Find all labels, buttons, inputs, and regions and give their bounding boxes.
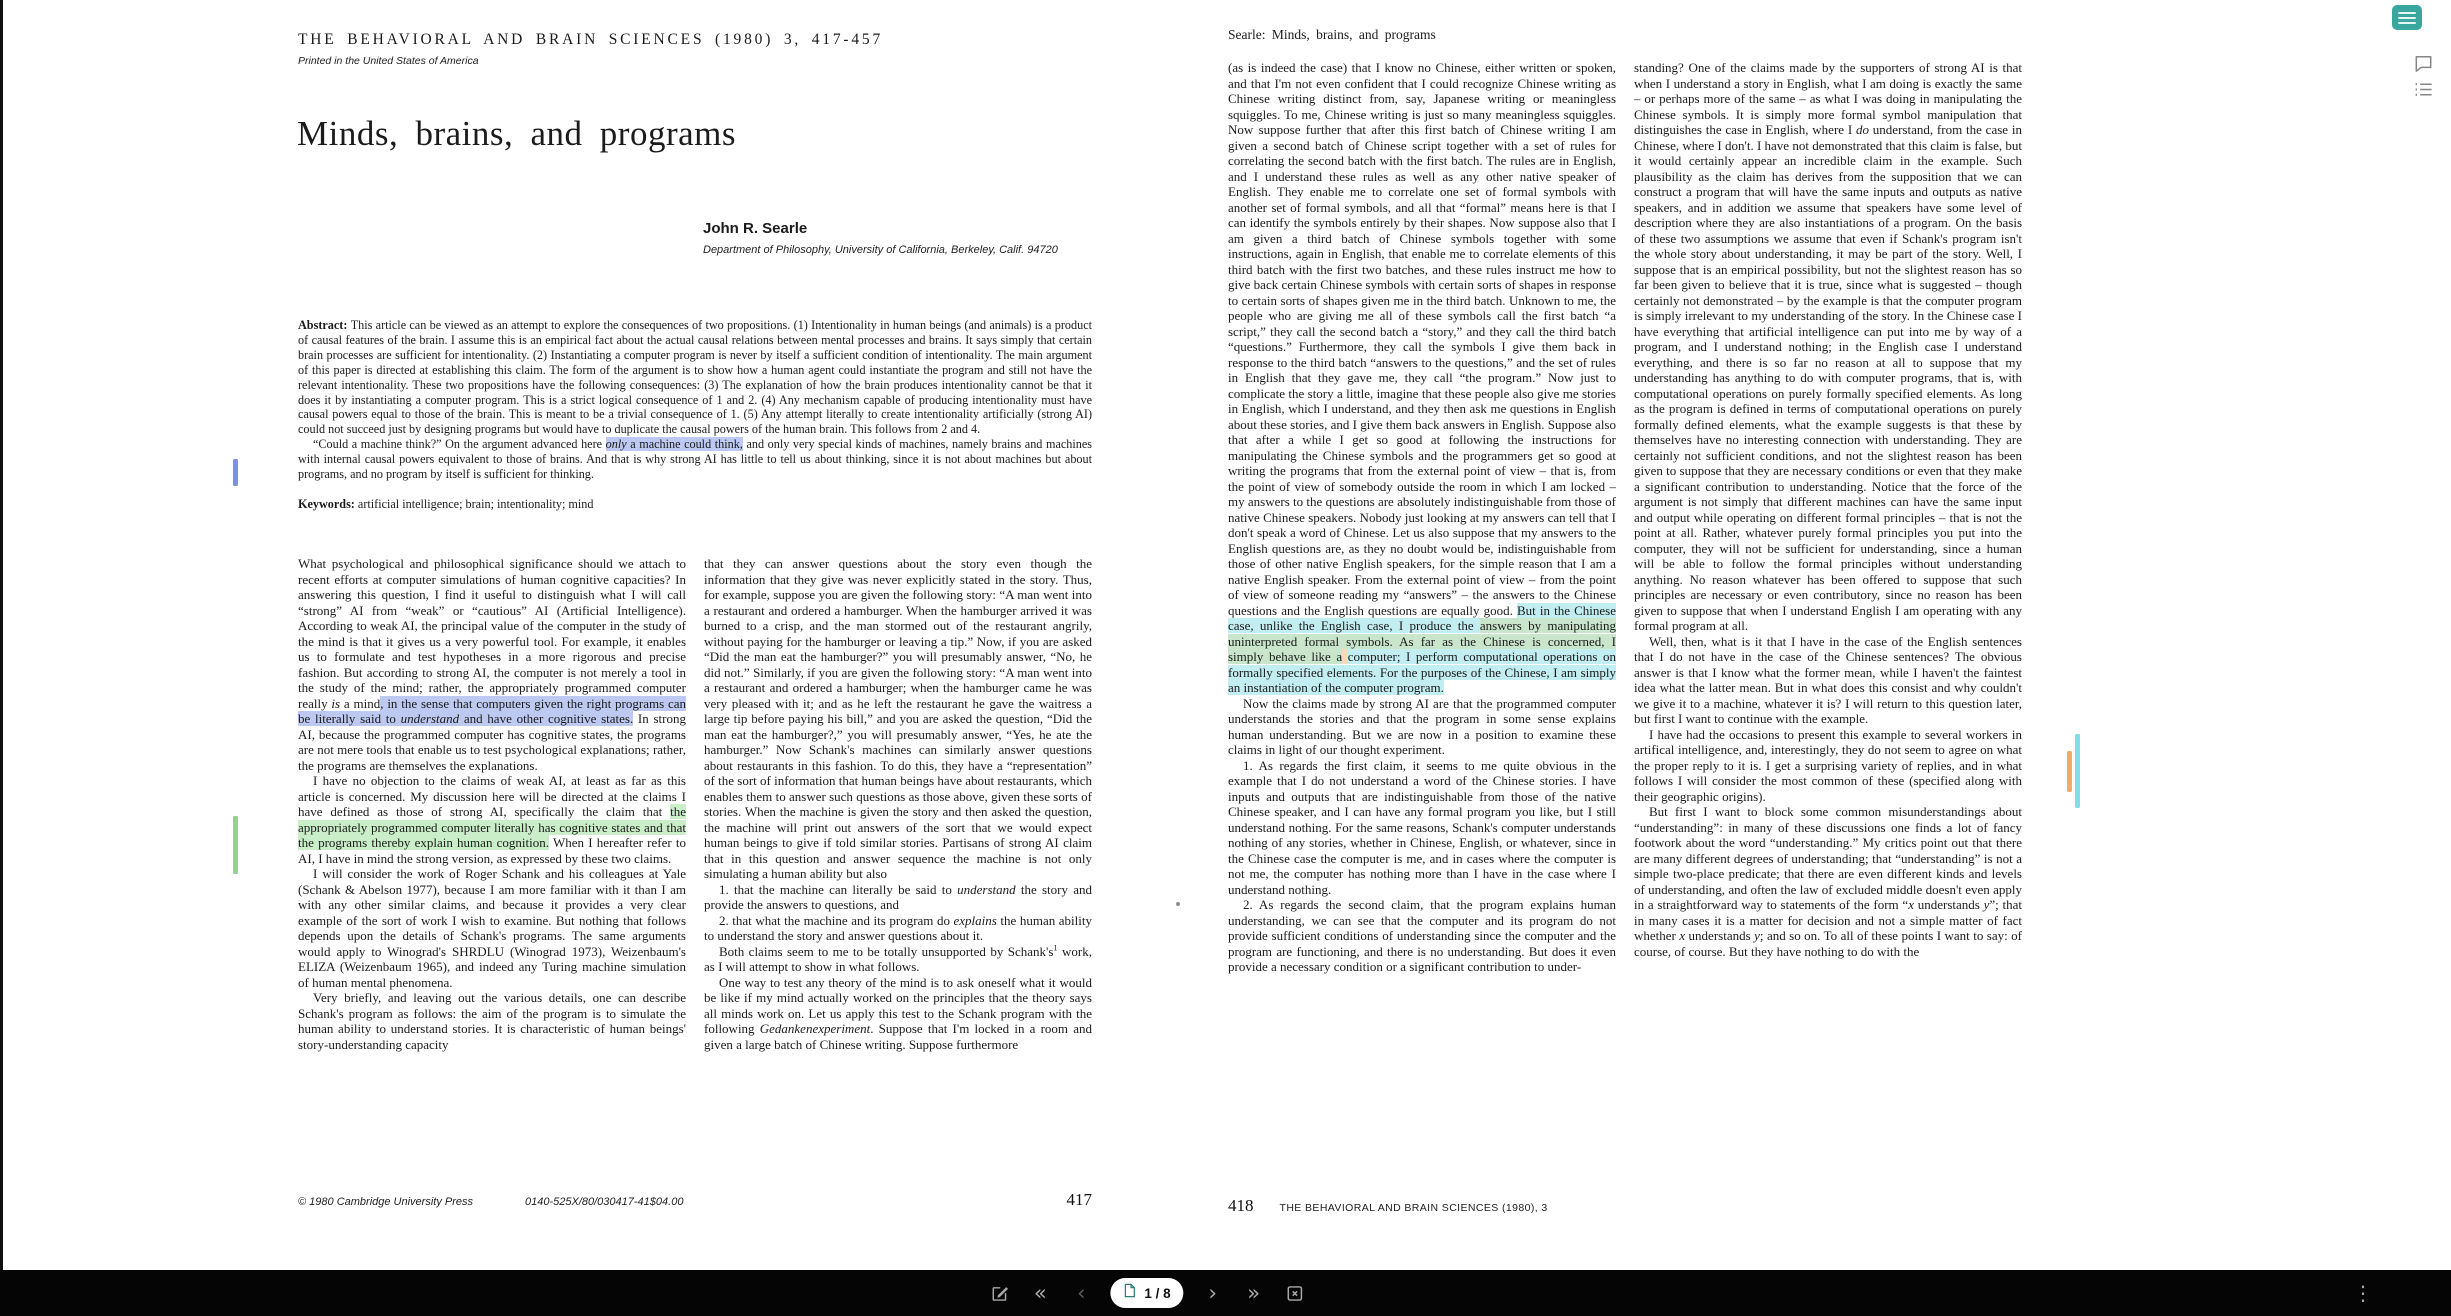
text-segment: and only very special kinds of machines, namely brains and machines with internal causal powers equivalent to those of brains. And that is why strong AI has little to tell us about thinking, since it is not about machines but about programs, and no program by itself is sufficient for thinking. — [298, 437, 1093, 482]
text-segment: What psychological and philosophical significance should we attach to recent efforts at computer simulations of human cognitive capacities? In answering this question, I find it useful to distinguish what I will call “strong” AI from “weak” or “cautious” AI (Artificial Intelligence). According to weak AI, the principal value of the computer in the study of the mind is that it gives us a very powerful tool. For example, it enables us to formulate and test hypotheses in a more rigorous and precise fashion. But according to strong AI, the computer is not merely a tool in the study of the mind; rather, the appropriately programmed computer really — [298, 556, 686, 711]
text-segment: But first I want to block some common misunderstandings about “understanding”: in many of these discussions one finds a lot of fancy footwork about the word “understanding.” My critics point out that there are many different degrees of understanding; that “understanding” is not a simple two-place predicate; that there are even different kinds and levels of understanding, and often the law of excluded middle doesn't even apply in a straightforward way to statements of the form “ — [1634, 804, 2022, 912]
viewer-toolbar — [0, 1270, 2451, 1316]
paragraph — [298, 866, 686, 990]
paragraph — [704, 882, 1092, 913]
text-segment: understands — [1685, 928, 1755, 943]
next-page-glyph: › — [1208, 1280, 1217, 1305]
text-segment: x — [1679, 928, 1686, 943]
text-segment: Abstract: — [298, 318, 351, 332]
journal-header: THE BEHAVIORAL AND BRAIN SCIENCES (1980) 3, 417-457 — [298, 31, 883, 48]
next-page-icon[interactable] — [1201, 1281, 1225, 1305]
text-segment: ”; that in many cases it is a matter for decision and not a simple matter of fact whether — [1634, 897, 2022, 943]
page-footer — [1228, 1196, 1548, 1216]
text-segment: artificial intelligence; brain; intentionality; mind — [357, 496, 594, 511]
abstract-block — [298, 318, 1092, 512]
paragraph — [298, 497, 1092, 512]
text-segment: understands — [1913, 897, 1984, 912]
text-segment: the story and provide the answers to questions, and — [704, 881, 1092, 912]
text-segment: is — [331, 695, 341, 711]
text-segment: that they can answer questions about the story even though the information that they give was never explicitly stated in the story. Thus, for example, suppose you are given the following story: “A man went into a restaurant and ordered a hamburger. When the hamburger arrived it was burned to a crisp, and the man stormed out of the restaurant angrily, without paying for the hamburger or leaving a tip.” Now, if you are asked “Did the man eat the hamburger?” you will presumably answer, “No, he did not.” Similarly, if you are given the following story: “A man went into a restaurant and ordered a hamburger; when the hamburger came he was very pleased with it; and as he left the restaurant he gave the waitress a large tip before paying his bill,” and you are asked the question, “Did the man eat the hamburger?,” you will presumably answer, “Yes, he ate the hamburger.” Now Schank's machines can similarly answer questions about restaurants in this fashion. To do this, they have a “representation” of the sort of information that human beings have about restaurants, which enables them to answer such questions as those above, given these sorts of stories. When the machine is given the story and then asked the question, the machine will print out answers of the sort that we would expect human beings to give if told similar stories. Partisans of strong AI claim that in this question and answer sequence the machine is not only simulating a human ability but also — [704, 556, 1092, 881]
paragraph — [1228, 758, 1616, 898]
running-head: Searle: Minds, brains, and programs — [1228, 27, 1436, 42]
paragraph — [704, 944, 1092, 975]
page-indicator: 1 / 8 — [1144, 1285, 1171, 1301]
text-segment: do — [1856, 122, 1869, 137]
last-page-glyph: » — [1247, 1280, 1261, 1305]
paragraph — [298, 318, 1092, 437]
highlight-annotation[interactable] — [1342, 649, 1348, 664]
close-document-icon[interactable] — [1283, 1281, 1307, 1305]
paragraph — [704, 975, 1092, 1053]
page-indicator-pill[interactable] — [1110, 1278, 1183, 1308]
text-segment: I will consider the work of Roger Schank and his colleagues at Yale (Schank & Abelson 1977), because I am more familiar with it than I am with any other similar claims, and because it provides a very clear example of the sort of work I wish to examine. But nothing that follows depends upon the details of Schank's programs. The same arguments would apply to Winograd's SHRDLU (Winograd 1973), Weizenbaum's ELIZA (Weizenbaum 1965), and indeed any Turing machine simulation of human mental phenomena. — [298, 866, 686, 990]
column-2 — [704, 556, 1092, 1170]
text-segment: explains — [953, 912, 997, 928]
text-segment: x — [1908, 897, 1914, 912]
text-segment: the human ability to understand the story and answer questions about it. — [704, 912, 1092, 943]
paragraph — [298, 990, 686, 1052]
issn-code: 0140-525X/80/030417-41$04.00 — [525, 1196, 684, 1208]
text-segment: I have no objection to the claims of weak AI, at least as far as this article is concerned. My discussion here will be directed at the claims I have defined as those of strong AI, specifically the claim that — [298, 773, 686, 819]
highlight-annotation[interactable]: only — [605, 437, 627, 452]
more-options-glyph: ⋮ — [2353, 1281, 2373, 1305]
edit-annotation-icon[interactable] — [987, 1281, 1011, 1305]
highlight-annotation[interactable]: computer; I perform computational operations on formally specified elements. For the purposes of the Chinese, I am simply an instantiation of the computer program. — [1228, 649, 1617, 695]
paragraph — [704, 556, 1092, 882]
text-segment: Keywords: — [298, 496, 358, 511]
last-page-icon[interactable] — [1242, 1281, 1266, 1305]
author-affiliation: Department of Philosophy, University of California, Berkeley, Calif. 94720 — [703, 244, 1058, 256]
text-segment: y — [1983, 897, 1990, 912]
text-segment: Both claims seem to me to be totally unsupported by Schank's — [719, 943, 1054, 959]
text-segment: understand, from the case in Chinese, where I don't. I have not demonstrated that this claim is false, but it would certainly appear an incredible claim in the example. Such plausibility as the claim has derives from the supposition that we can construct a program that will have the same inputs and outputs as native speakers, and in addition we assume that speakers have some level of description where they are also instantiations of a program. On the basis of these two assumptions we assume that even if Schank's program isn't the whole story about understanding, it may be part of the story. Well, I suppose that is an empirical possibility, but not the slightest reason has so far been given to believe that it is true, since what is suggested – though certainly not demonstrated – by the example is that the computer program is simply irrelevant to my understanding of the story. In the Chinese case I have everything that artificial intelligence can put into me by way of a program, and I understand nothing; in the English case I understand everything, and there is so far no reason at all to suppose that my understanding has anything to do with computer programs, that is, with computational operations on purely formally specified elements. As long as the program is defined in terms of computational operations on purely formally defined elements, what the example suggests is that these by themselves have no interesting connection with understanding. They are certainly not sufficient conditions, and not the slightest reason has been given to suppose that they are necessary conditions or even that they make a significant contribution to understanding. Notice that the force of the argument is not simply that different machines can have the same input and output while operating on different formal principles – that is not the point at all. Rather, whatever purely formal principles you put into the computer, they will not be sufficient for understanding, since a human will be able to follow the formal principles without understanding anything. No reason whatever has been offered to suppose that such principles are necessary or even contributory, since no reason has been given to suppose that when I understand English I am operating with any formal program at all. — [1634, 122, 2022, 633]
window-edge — [0, 0, 3, 1316]
body-columns — [298, 556, 1092, 1170]
text-segment: “Could a machine think?” On the argument advanced here — [313, 437, 606, 452]
column-1 — [1228, 60, 1616, 1236]
first-page-icon[interactable] — [1028, 1281, 1052, 1305]
page-number: 418 — [1228, 1196, 1254, 1215]
text-segment: 1 — [1053, 942, 1058, 953]
text-segment: When I hereafter refer to AI, I have in mind the strong version, as expressed by these two claims. — [298, 835, 687, 866]
paragraph — [704, 913, 1092, 944]
copyright-line: © 1980 Cambridge University Press — [298, 1196, 474, 1208]
page-navigation — [987, 1278, 1306, 1308]
printed-note: Printed in the United States of America — [298, 55, 479, 67]
orange-highlight-marker[interactable] — [2067, 751, 2072, 792]
text-segment: 2. that what the machine and its program do — [719, 912, 954, 928]
text-segment: understand — [957, 881, 1016, 897]
text-segment: (as is indeed the case) that I know no Chinese, either written or spoken, and that I'm not even confident that I could recognize Chinese writing as Chinese writing distinct from, say, Japanese writing or meaningless squiggles. To me, Chinese writing is just so many meaningless squiggles. Now suppose further that after this first batch of Chinese writing I am given a second batch of Chinese script together with a set of rules for correlating the second batch with the first batch. The rules are in English, and I understand these rules as well as any other native speaker of English. They enable me to correlate one set of formal symbols with another set of formal symbols, and all that “formal” means here is that I can identify the symbols entirely by their shapes. Now suppose also that I am given a third batch of Chinese symbols together with some instructions, again in English, that enable me to correlate elements of this third batch with the first two batches, and these rules instruct me how to give back certain Chinese symbols with certain sorts of shapes in response to certain sorts of shapes given me in the third batch. Unknown to me, the people who are giving me all of these symbols call the first batch “a script,” they call the second batch a “story,” and they call the third batch “questions.” Furthermore, they call the symbols I give them back in response to the third batch “answers to the questions,” and the set of rules in English that they gave me, they call “the program.” Now just to complicate the story a little, imagine that these people also give me stories in English, which I understand, and they then ask me questions in English about these stories, and I give them back answers in English. Suppose also that after a while I get so good at following the instructions for manipulating the Chinese symbols and the programmers get so good at writing the programs that from the external point of view – that is, from the point of view of somebody outside the room in which I am locked – my answers to the questions are absolutely indistinguishable from those of native Chinese speakers. Nobody just looking at my answers can tell that I don't speak a word of Chinese. Let us also suppose that my answers to the English questions are, as they no doubt would be, indistinguishable from those of other native English speakers, for the simple reason that I am a native English speaker. From the external point of view – from the point of view of someone reading my “answers” – the answers to the Chinese questions and the English questions are equally good. — [1228, 60, 1616, 618]
text-segment: Very briefly, and leaving out the various details, one can describe Schank's program as follows: the aim of the program is to simulate the human ability to understand stories. It is characteristic of human beings' story-understanding capacity — [298, 990, 686, 1052]
highlight-annotation[interactable]: the appropriately programmed computer literally has cognitive states and that the programs thereby explain human cognition. — [298, 804, 686, 850]
highlight-annotation[interactable]: a machine could think, — [626, 437, 743, 452]
paragraph — [298, 773, 686, 866]
text-segment: work, as I will attempt to show in what follows. — [704, 943, 1092, 974]
highlight-annotation[interactable]: and have other cognitive states. — [459, 711, 634, 726]
highlight-annotation[interactable]: understand — [400, 711, 460, 726]
paragraph — [1634, 727, 2022, 805]
text-segment: This article can be viewed as an attempt to explore the consequences of two propositions. (1) Intentionality in human beings (and animals) is a product of causal features of the brain. I assume this is an empirical fact about the actual causal relations between mental processes and brains. It says simply that certain brain processes are sufficient for intentionality. (2) Instantiating a computer program is never by itself a sufficient condition of intentionality. The main argument of this paper is directed at establishing this claim. The form of the argument is to show how a human agent could instantiate the program and still not have the relevant intentionality. These two propositions have the following consequences: (3) The explanation of how the brain produces intentionality cannot be that it does it by instantiating a computer program. This is a strict logical consequence of 1 and 2. (4) Any mechanism capable of producing intentionality must have causal powers equal to those of the brain. This is meant to be a trivial consequence of 1. (5) Any attempt literally to create intentionality artificially (strong AI) could not succeed just by designing programs but would have to duplicate the causal powers of the human brain. This follows from 2 and 4. — [298, 318, 1092, 437]
paragraph — [1228, 696, 1616, 758]
text-segment: 1. As regards the first claim, it seems to me quite obvious in the example that I do not understand a word of the Chinese stories. I have inputs and outputs that are indistinguishable from those of the native Chinese speaker, and I can have any formal program you like, but I still understand nothing. For the same reasons, Schank's computer understands nothing of any stories, whether in Chinese, English, or whatever, since in the Chinese case the computer is me, and in cases where the computer is not me, the computer has nothing more than I have in the case where I understand nothing. — [1228, 757, 1616, 897]
highlight-annotation[interactable]: But in the Chinese case, unlike the English case, I produce the — [1228, 602, 1616, 633]
first-page-glyph: « — [1033, 1280, 1047, 1305]
text-segment: One way to test any theory of the mind is to ask oneself what it would be like if my mind actually worked on the principles that the theory says all minds work on. Let us apply this test to the Schank program with the following — [704, 974, 1092, 1036]
column-1 — [298, 556, 686, 1170]
document-page-417 — [234, 0, 1154, 1270]
text-segment: 1. that the machine can literally be said to — [719, 881, 958, 897]
cyan-highlight-marker[interactable] — [2075, 734, 2080, 808]
text-segment: 2. As regards the second claim, that the program explains human understanding, we can see that the computer and its program do not provide sufficient conditions of understanding since the computer and the program are functioning, and there is no understanding. But does it even provide a necessary condition or a significant contribution to under- — [1228, 897, 1616, 974]
paragraph — [1634, 60, 2022, 634]
text-segment: ; and so on. To all of these points I want to say: of course, of course. But they have nothing to do with the — [1634, 928, 2022, 959]
text-segment: In strong AI, because the programmed computer has cognitive states, the programs are not mere tools that enable us to test psychological explanations; rather, the programs are themselves the explanations. — [298, 711, 686, 773]
article-title: Minds, brains, and programs — [297, 114, 736, 153]
paragraph — [1228, 60, 1616, 696]
text-segment: . Suppose that I'm locked in a room and given a large batch of Chinese writing. Suppose furthermore — [704, 1021, 1092, 1052]
text-segment: a mind — [340, 695, 381, 711]
text-segment: I have had the occasions to present this example to several workers in artifical intelligence, and, interestingly, they do not seem to agree on what the proper reply to it is. I get a surprising variety of replies, and in what follows I will consider the most common of these (specified along with their geographic origins). — [1634, 726, 2022, 804]
journal-reference: THE BEHAVIORAL AND BRAIN SCIENCES (1980), 3 — [1279, 1202, 1548, 1214]
text-segment: y — [1754, 928, 1760, 943]
previous-page-glyph: ‹ — [1077, 1280, 1086, 1305]
page-footer — [298, 1190, 1092, 1210]
paragraph — [1228, 897, 1616, 975]
outline-icon[interactable] — [2412, 78, 2436, 102]
blue-highlight-marker[interactable] — [233, 459, 238, 486]
author-name: John R. Searle — [703, 220, 808, 237]
text-segment: standing? One of the claims made by the supporters of strong AI is that when I understand a story in English, what I am doing is exactly the same – or perhaps more of the same – as what I was doing in manipulating the Chinese symbols. It is simply more formal symbol manipulation that distinguishes the case in English, where I — [1634, 60, 2022, 137]
green-highlight-marker[interactable] — [233, 816, 238, 874]
text-segment: Gedankenexperiment — [759, 1021, 871, 1036]
text-segment: Now the claims made by strong AI are that the programmed computer understands the stories and that the program in some sense explains human understanding. But we are now in a position to examine these claims in light of our thought experiment. — [1228, 695, 1616, 757]
highlight-annotation[interactable]: , in the sense that computers given the right programs can be literally said to — [298, 695, 686, 726]
paragraph — [298, 556, 686, 773]
document-icon — [1123, 1283, 1136, 1303]
paragraph — [298, 437, 1092, 482]
paragraph — [1634, 804, 2022, 959]
page-number: 417 — [1066, 1190, 1092, 1209]
text-segment: Well, then, what is it that I have in the case of the English sentences that I do not have in the case of the Chinese sentences? The obvious answer is that I know what the former mean, while I haven't the faintest idea what the latter mean. But in what does this consist and why couldn't we give it to a machine, whatever it is? I will return to this question later, but first I want to continue with the example. — [1634, 633, 2022, 726]
thumbnail-panel-icon[interactable] — [2392, 5, 2422, 30]
comment-icon[interactable] — [2412, 52, 2436, 76]
more-options-icon[interactable] — [2353, 1281, 2373, 1305]
paragraph — [1634, 634, 2022, 727]
previous-page-icon[interactable] — [1069, 1281, 1093, 1305]
column-2 — [1634, 60, 2022, 1236]
highlight-annotation[interactable]: answers by manipulating uninterpreted formal symbols. As far as the Chinese is concerned, I simply behave like a — [1228, 618, 1616, 664]
document-page-418 — [1190, 0, 2110, 1270]
page-gap-dot — [1176, 902, 1180, 906]
body-columns — [1228, 60, 2022, 1236]
